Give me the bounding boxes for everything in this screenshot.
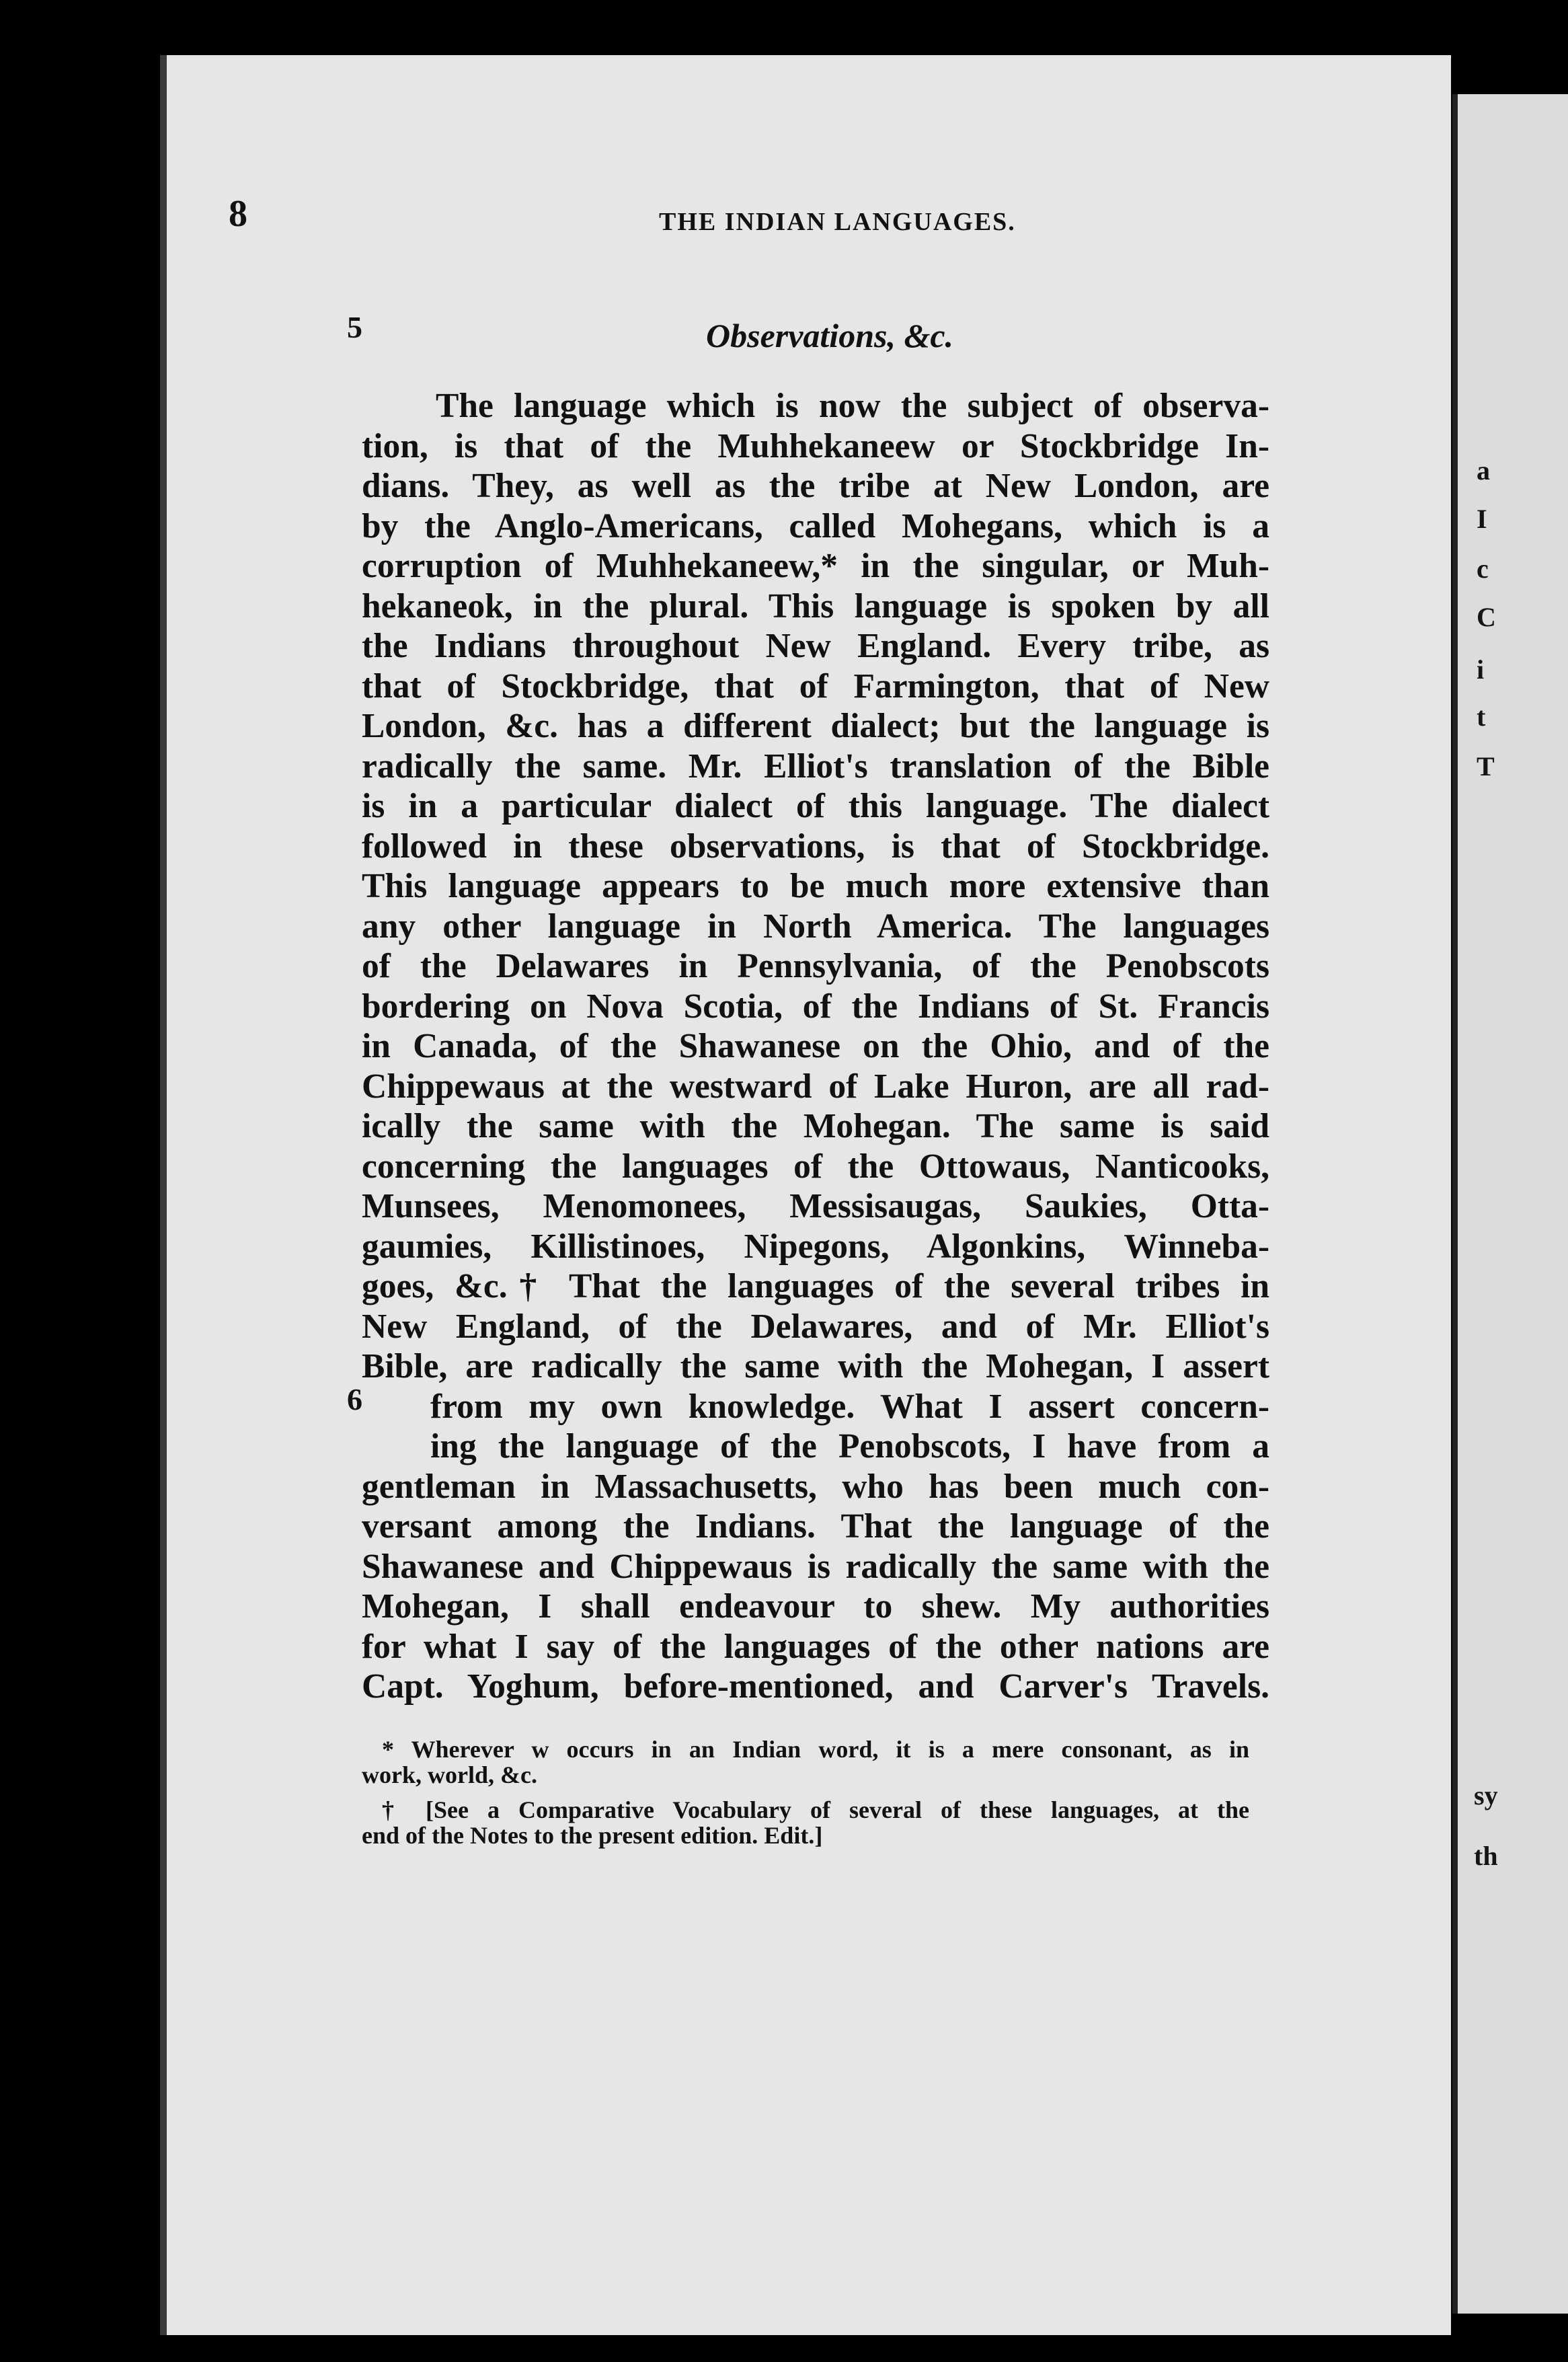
running-head: THE INDIAN LANGUAGES. bbox=[659, 208, 1016, 236]
facing-fragment: th bbox=[1474, 1841, 1498, 1871]
footnote bbox=[362, 1797, 1249, 1848]
text-line: This language appears to be much more extensive than bbox=[362, 867, 1269, 905]
facing-fragment: t bbox=[1477, 701, 1486, 732]
text-line: Mohegan, I shall endeavour to shew. My authorities bbox=[362, 1587, 1269, 1626]
facing-fragment: sy bbox=[1474, 1780, 1498, 1811]
margin-number: 5 bbox=[347, 310, 362, 344]
facing-fragment: a bbox=[1477, 455, 1490, 486]
text-line: Shawanese and Chippewaus is radically the same with the bbox=[362, 1547, 1269, 1586]
text-line: ing the language of the Penobscots, I have from a bbox=[430, 1427, 1269, 1465]
text-line: the Indians throughout New England. Every tribe, as bbox=[362, 627, 1269, 665]
text-line: for what I say of the languages of the other nations are bbox=[362, 1627, 1269, 1666]
page-number: 8 bbox=[229, 193, 247, 235]
text-line: Chippewaus at the westward of Lake Huron, are all rad- bbox=[362, 1067, 1269, 1106]
footnote-line: * Wherever w occurs in an Indian word, it is a mere consonant, as in bbox=[382, 1736, 1249, 1763]
footnote-line: † [See a Comparative Vocabulary of several of these languages, at the bbox=[382, 1796, 1249, 1823]
text-line: ically the same with the Mohegan. The same is said bbox=[362, 1107, 1269, 1145]
text-line: concerning the languages of the Ottowaus, Nanticooks, bbox=[362, 1147, 1269, 1186]
text-line: from my own knowledge. What I assert concern- bbox=[430, 1387, 1269, 1426]
text-line: gaumies, Killistinoes, Nipegons, Algonkins, Winneba- bbox=[362, 1227, 1269, 1266]
facing-fragment: c bbox=[1477, 554, 1489, 584]
facing-fragment: i bbox=[1477, 654, 1485, 685]
text-line: of the Delawares in Pennsylvania, of the Penobscots bbox=[362, 947, 1269, 985]
text-line: any other language in North America. The languages bbox=[362, 907, 1269, 946]
footnote-line: end of the Notes to the present edition. Edit.] bbox=[362, 1822, 823, 1849]
text-line: Munsees, Menomonees, Messisaugas, Saukies, Otta- bbox=[362, 1187, 1269, 1225]
text-line: by the Anglo-Americans, called Mohegans, which is a bbox=[362, 506, 1269, 545]
text-line: in Canada, of the Shawanese on the Ohio, and of the bbox=[362, 1027, 1269, 1065]
text-line: Capt. Yoghum, before-mentioned, and Carver's Travels. bbox=[362, 1667, 1269, 1706]
footnote-gap bbox=[362, 1788, 1249, 1797]
text-line: New England, of the Delawares, and of Mr. Elliot's bbox=[362, 1307, 1269, 1346]
section-heading: Observations, &c. bbox=[706, 317, 954, 354]
text-line: Bible, are radically the same with the Mohegan, I assert bbox=[362, 1347, 1269, 1385]
text-line: hekaneok, in the plural. This language is spoken by all bbox=[362, 586, 1269, 625]
facing-page-edge bbox=[1452, 94, 1568, 2314]
text-line: tion, is that of the Muhhekaneew or Stockbridge In- bbox=[362, 426, 1269, 465]
text-line: The language which is now the subject of observa- bbox=[436, 387, 1269, 425]
footnote bbox=[362, 1737, 1249, 1788]
text-line: bordering on Nova Scotia, of the Indians of St. Francis bbox=[362, 987, 1269, 1026]
text-line: London, &c. has a different dialect; but the language is bbox=[362, 707, 1269, 745]
text-line: radically the same. Mr. Elliot's translation of the Bible bbox=[362, 747, 1269, 786]
text-line: gentleman in Massachusetts, who has been much con- bbox=[362, 1467, 1269, 1506]
margin-number: 6 bbox=[347, 1382, 362, 1416]
facing-fragment: T bbox=[1477, 751, 1495, 782]
text-line: is in a particular dialect of this language. The dialect bbox=[362, 787, 1269, 825]
text-line: corruption of Muhhekaneew,* in the singular, or Muh- bbox=[362, 547, 1269, 585]
body-text bbox=[362, 386, 1269, 1707]
text-line: that of Stockbridge, that of Farmington, that of New bbox=[362, 666, 1269, 706]
text-line: followed in these observations, is that of Stockbridge. bbox=[362, 827, 1269, 866]
footnotes bbox=[362, 1737, 1249, 1848]
footnote-line: work, world, &c. bbox=[362, 1761, 537, 1788]
text-line: versant among the Indians. That the language of the bbox=[362, 1507, 1269, 1546]
text-line: dians. They, as well as the tribe at New London, are bbox=[362, 467, 1269, 505]
facing-fragment: I bbox=[1477, 504, 1487, 534]
text-line: goes, &c.† That the languages of the several tribes in bbox=[362, 1267, 1269, 1305]
facing-fragment: C bbox=[1477, 602, 1496, 632]
